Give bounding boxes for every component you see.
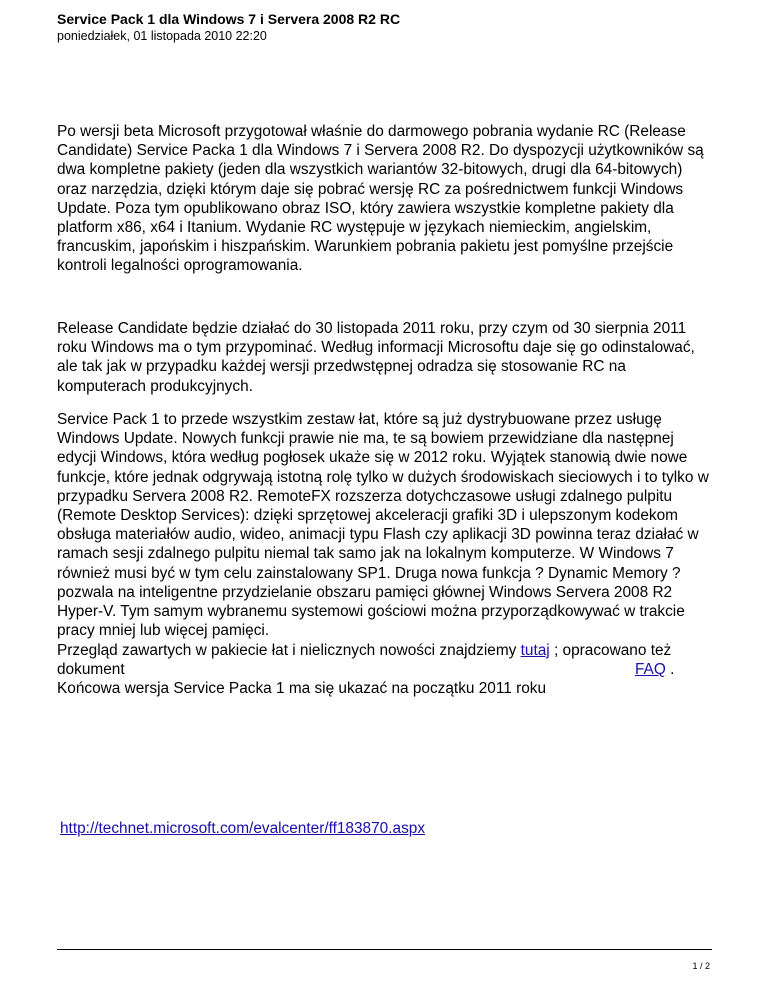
paragraph-4-line-3: Końcowa wersja Service Packa 1 ma się ukazać na początku 2011 roku bbox=[57, 680, 547, 698]
source-link-line bbox=[60, 819, 425, 838]
article-paragraph-2: Release Candidate będzie działać do 30 listopada 2011 roku, przy czym od 30 sierpnia 2011 roku Windows ma o tym przypominać. Według informacji Microsoftu daje się go odinstalować, ale tak jak w przypadku każdej wersji przedwstępnej odradza się stosowanie RC na komputerach produkcyjnych. bbox=[57, 320, 695, 395]
article-paragraph-4 bbox=[57, 641, 713, 699]
paragraph-4-text-1: Przegląd zawartych w pakiecie łat i nielicznych nowości znajdziemy bbox=[57, 642, 521, 659]
page-number: 1 / 2 bbox=[692, 961, 710, 971]
page-title: Service Pack 1 dla Windows 7 i Servera 2008 R2 RC bbox=[57, 11, 401, 27]
paragraph-4-text-4: . bbox=[665, 661, 675, 679]
faq-link[interactable]: FAQ bbox=[635, 661, 666, 679]
paragraph-4-text-3: dokument bbox=[57, 661, 125, 679]
source-link[interactable]: http://technet.microsoft.com/evalcenter/ff183870.aspx bbox=[60, 820, 426, 837]
paragraph-4-line-1 bbox=[57, 641, 713, 660]
article-paragraph-3: Service Pack 1 to przede wszystkim zestaw łat, które są już dystrybuowane przez usługę Windows Update. Nowych funkcji prawie nie ma, te są bowiem przewidziane dla następnej edycji Windows, która według pogłosek ukaże się w 2012 roku. Wyjątek stanowią dwie nowe funkcje, które jednak odgrywają istotną rolę tylko w dużych środowiskach sieciowych i to tylko w przypadku Servera 2008 R2. RemoteFX rozszerza dotychczasowe usługi zdalnego pulpitu (Remote Desktop Services): dzięki sprzętowej akceleracji grafiki 3D i ulepszonym kodekom obsługa materiałów audio, wideo, animacji typu Flash czy aplikacji 3D powinna teraz działać w ramach sesji zdalnego pulpitu niemal tak samo jak na lokalnym komputerze. W Windows 7 również musi być w tym celu zainstalowany SP1. Druga nowa funkcja ? Dynamic Memory ? pozwala na inteligentne przydzielanie obszaru pamięci głównej Windows Servera 2008 R2 Hyper-V. Tym samym wybranemu systemowi gościowi można przyporządkowywać w trakcie pracy mniej lub więcej pamięci. bbox=[57, 411, 709, 640]
footer-divider bbox=[57, 949, 712, 950]
article-paragraph-1: Po wersji beta Microsoft przygotował właśnie do darmowego pobrania wydanie RC (Release Candidate) Service Packa 1 dla Windows 7 i Servera 2008 R2. Do dyspozycji użytkowników są dwa kompletne pakiety (jeden dla wszystkich wariantów 32-bitowych, drugi dla 64-bitowych) oraz narzędzia, dzięki którym daje się pobrać wersję RC za pośrednictwem funkcji Windows Update. Poza tym opublikowano obraz ISO, który zawiera wszystkie kompletne pakiety dla platform x86, x64 i Itanium. Wydanie RC występuje w językach niemieckim, angielskim, francuskim, japońskim i hiszpańskim. Warunkiem pobrania pakietu jest pomyślne przejście kontroli legalności oprogramowania. bbox=[57, 123, 704, 275]
paragraph-4-line-2 bbox=[57, 660, 713, 679]
tutaj-link[interactable]: tutaj bbox=[520, 642, 550, 659]
paragraph-4-text-2: ; opracowano też bbox=[549, 642, 672, 659]
publish-date: poniedziałek, 01 listopada 2010 22:20 bbox=[57, 29, 267, 43]
faq-link-wrapper bbox=[635, 660, 674, 679]
